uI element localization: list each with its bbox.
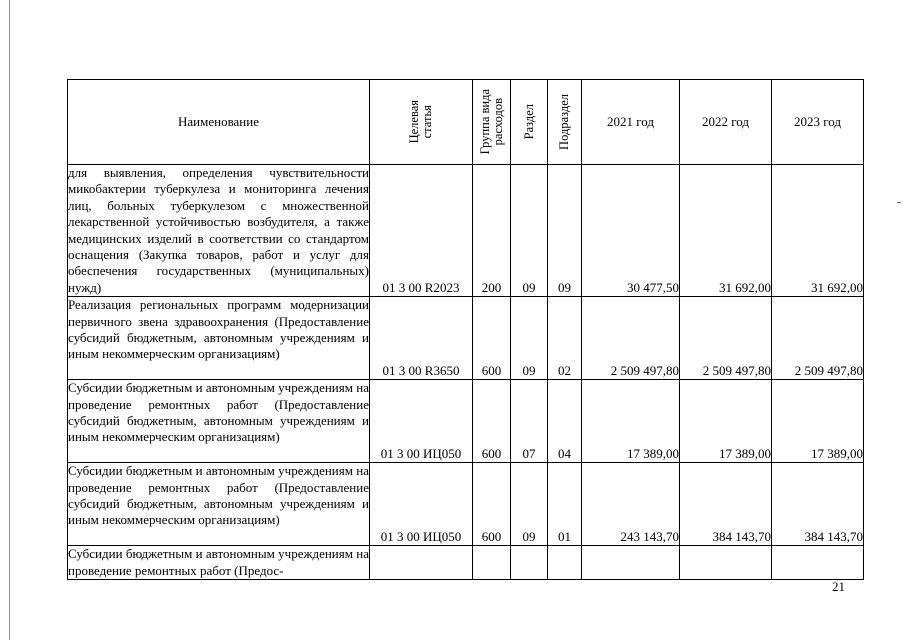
row-subsection: 04 xyxy=(548,380,582,463)
row-amount-2023: 31 692,00 xyxy=(772,165,864,297)
table-row xyxy=(68,165,864,297)
row-subsection: 02 xyxy=(548,297,582,380)
row-subsection: 09 xyxy=(548,165,582,297)
scan-edge-line xyxy=(9,0,10,640)
row-section: 09 xyxy=(511,463,548,546)
row-section: 09 xyxy=(511,297,548,380)
header-target-article: Целевая статья xyxy=(370,80,473,165)
row-amount-2023: 2 509 497,80 xyxy=(772,297,864,380)
row-amount-2023: 17 389,00 xyxy=(772,380,864,463)
row-target-article: 01 3 00 ИЦ050 xyxy=(370,380,473,463)
header-year-2023: 2023 год xyxy=(772,80,864,165)
row-amount-2022: 2 509 497,80 xyxy=(680,297,772,380)
row-name: Субсидии бюджетным и автономным учреждениям на проведение ремонтных работ (Предоставление субсидий бюджетным, автономным учреждениям и иным некоммерческим организациям) xyxy=(68,463,370,546)
row-expense-group: 600 xyxy=(473,297,511,380)
row-target-article: 01 3 00 ИЦ050 xyxy=(370,463,473,546)
budget-table xyxy=(67,79,864,580)
table-row xyxy=(68,297,864,380)
row-name: Субсидии бюджетным и автономным учреждениям на проведение ремонтных работ (Предос- xyxy=(68,546,370,580)
row-section: 07 xyxy=(511,380,548,463)
row-target-article: 01 3 00 R2023 xyxy=(370,165,473,297)
row-amount-2021: 2 509 497,80 xyxy=(582,297,680,380)
row-expense-group: 600 xyxy=(473,380,511,463)
row-amount-2021: 243 143,70 xyxy=(582,463,680,546)
row-subsection: 01 xyxy=(548,463,582,546)
row-expense-group: 200 xyxy=(473,165,511,297)
row-target-article: 01 3 00 R3650 xyxy=(370,297,473,380)
header-name: Наименование xyxy=(68,80,370,165)
row-amount-2022: 384 143,70 xyxy=(680,463,772,546)
row-expense-group: 600 xyxy=(473,463,511,546)
row-section: 09 xyxy=(511,165,548,297)
row-amount-2021: 30 477,50 xyxy=(582,165,680,297)
row-name: Субсидии бюджетным и автономным учреждениям на проведение ремонтных работ (Предоставление субсидий бюджетным, автономным учреждениям и иным некоммерческим организациям) xyxy=(68,380,370,463)
header-subsection: Подраздел xyxy=(548,80,582,165)
row-amount-2022: 31 692,00 xyxy=(680,165,772,297)
row-amount-2021: 17 389,00 xyxy=(582,380,680,463)
table-header-row xyxy=(68,80,864,165)
row-amount-2023: 384 143,70 xyxy=(772,463,864,546)
header-year-2021: 2021 год xyxy=(582,80,680,165)
header-expense-group: Группа вида расходов xyxy=(473,80,511,165)
page-number: 21 xyxy=(832,579,845,594)
row-amount-2022: 17 389,00 xyxy=(680,380,772,463)
header-year-2022: 2022 год xyxy=(680,80,772,165)
row-name: для выявления, определения чувствительности микобактерии туберкулеза и мониторинга лечения лиц, больных туберкулезом с множественной лекарственной устойчивостью возбудителя, а также медицинских изделий в соответствии со стандартом оснащения (Закупка товаров, работ и услуг для обеспечения государственных (муниципальных) нужд) xyxy=(68,165,369,295)
table-row xyxy=(68,463,864,546)
table-row xyxy=(68,380,864,463)
scan-mark xyxy=(897,202,901,203)
header-section: Раздел xyxy=(511,80,548,165)
table-row xyxy=(68,546,864,580)
row-name: Реализация региональных программ модернизации первичного звена здравоохранения (Предоставление субсидий бюджетным, автономным учреждениям и иным некоммерческим организациям) xyxy=(68,297,370,380)
